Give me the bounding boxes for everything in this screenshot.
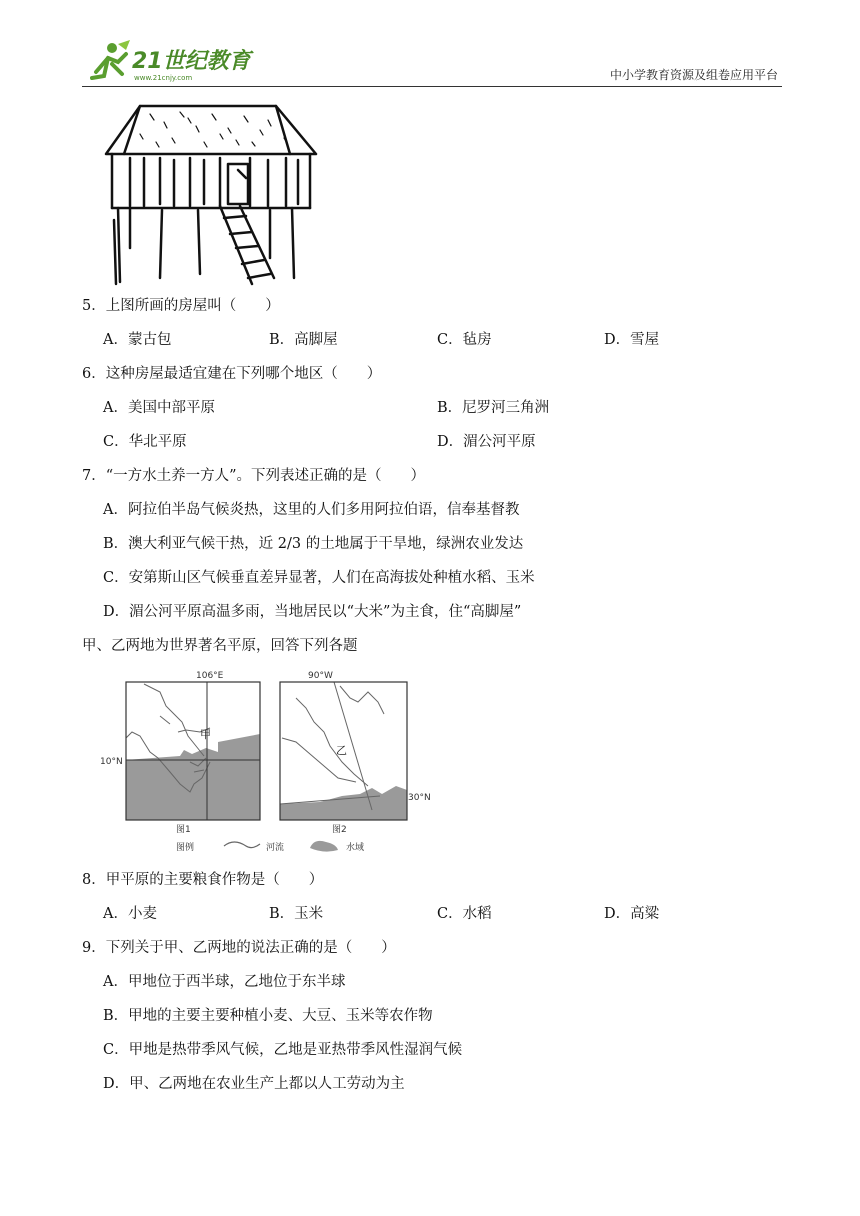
map2-place-label: 乙	[336, 744, 347, 757]
q5-option-c: C．毡房	[437, 332, 492, 348]
plains-maps-figure	[100, 662, 440, 862]
q8-option-d: D．高粱	[604, 906, 660, 922]
q5-option-d: D．雪屋	[604, 332, 660, 348]
q6-option-b: B．尼罗河三角洲	[437, 400, 550, 416]
map-legend	[176, 841, 364, 853]
water-legend-icon	[310, 841, 338, 852]
question-6-stem: 6．这种房屋最适宜建在下列哪个地区（ ）	[82, 366, 382, 382]
river-legend-icon	[224, 842, 260, 848]
legend-water-label: 水域	[346, 843, 365, 853]
q6-option-a: A．美国中部平原	[103, 400, 215, 416]
legend-title: 图例	[176, 843, 195, 853]
map1-place-label: 甲	[200, 728, 211, 741]
map2-parallel-label: 30°N	[408, 793, 431, 803]
map1-parallel-label: 10°N	[100, 757, 123, 767]
q6-option-c: C．华北平原	[103, 434, 187, 450]
q7-option-b: B．澳大利亚气候干热，近 2/3 的土地属于干旱地，绿洲农业发达	[103, 536, 524, 552]
q7-option-d: D．湄公河平原高温多雨，当地居民以“大米”为主食，住“高脚屋”	[103, 604, 522, 620]
logo-text: 21世纪教育	[132, 49, 251, 74]
q9-option-b: B．甲地的主要主要种植小麦、大豆、玉米等农作物	[103, 1008, 433, 1024]
q9-option-a: A．甲地位于西半球，乙地位于东半球	[103, 974, 346, 990]
q6-option-d: D．湄公河平原	[437, 434, 536, 450]
map1-caption: 图1	[176, 825, 191, 835]
q9-option-d: D．甲、乙两地在农业生产上都以人工劳动为主	[103, 1076, 405, 1092]
legend-river-label: 河流	[266, 843, 285, 853]
logo-url: www.21cnjy.com	[134, 74, 193, 82]
question-5-stem: 5．上图所画的房屋叫（ ）	[82, 298, 280, 314]
header-divider	[82, 86, 782, 87]
map2-caption: 图2	[332, 825, 347, 835]
q5-option-a: A．蒙古包	[103, 332, 172, 348]
runner-icon	[92, 40, 130, 78]
map1-meridian-label: 106°E	[196, 671, 224, 681]
question-9-stem: 9．下列关于甲、乙两地的说法正确的是（ ）	[82, 940, 396, 956]
q8-option-c: C．水稻	[437, 906, 492, 922]
logo	[82, 38, 252, 84]
map-2	[280, 671, 431, 835]
q7-option-a: A．阿拉伯半岛气候炎热，这里的人们多用阿拉伯语，信奉基督教	[103, 502, 520, 518]
map-1	[100, 671, 260, 835]
question-7-stem: 7．“一方水土养一方人”。下列表述正确的是（ ）	[82, 468, 426, 484]
q8-option-b: B．玉米	[269, 906, 324, 922]
q8-option-a: A．小麦	[103, 906, 157, 922]
stilt-house-figure	[100, 98, 322, 288]
map2-meridian-label: 90°W	[308, 671, 333, 681]
question-8-stem: 8．甲平原的主要粮食作物是（ ）	[82, 872, 324, 888]
q7-option-c: C．安第斯山区气候垂直差异显著，人们在高海拔处种植水稻、玉米	[103, 570, 535, 586]
q9-option-c: C．甲地是热带季风气候，乙地是亚热带季风性湿润气候	[103, 1042, 463, 1058]
group-intro: 甲、乙两地为世界著名平原，回答下列各题	[82, 638, 358, 654]
platform-name: 中小学教育资源及组卷应用平台	[609, 68, 778, 82]
page-header	[82, 38, 782, 86]
q5-option-b: B．高脚屋	[269, 332, 338, 348]
